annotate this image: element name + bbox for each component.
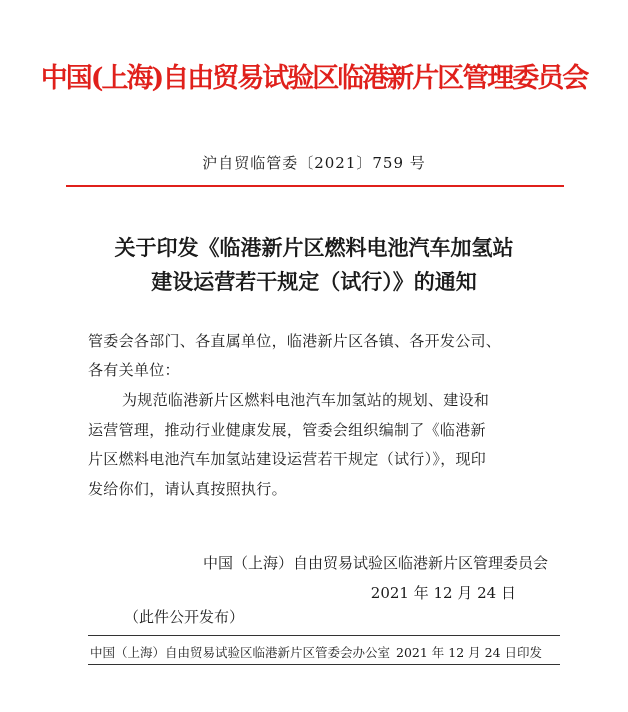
addressees-line-1: 管委会各部门、各直属单位，临港新片区各镇、各开发公司、 <box>88 332 502 350</box>
notice-title-line-1: 关于印发《临港新片区燃料电池汽车加氢站 <box>114 235 514 260</box>
footer-issuing-office: 中国（上海）自由贸易试验区临港新片区管委会办公室 <box>90 645 391 660</box>
notice-title-line-2: 建设运营若干规定（试行）》的通知 <box>151 269 477 294</box>
signature-organization: 中国（上海）自由贸易试验区临港新片区管理委员会 <box>202 554 548 572</box>
body-paragraph-line-3: 片区燃料电池汽车加氢站建设运营若干规定（试行）》，现印 <box>88 450 487 468</box>
body-paragraph-line-2: 运营管理，推动行业健康发展，管委会组织编制了《临港新 <box>88 421 486 439</box>
issuer-title: 中国(上海)自由贸易试验区临港新片区管理委员会 <box>40 63 588 94</box>
public-disclosure-note: （此件公开发布） <box>124 608 245 626</box>
signature-date: 2021 年 12 月 24 日 <box>370 584 516 602</box>
footer-bottom-rule <box>88 664 560 665</box>
footer-printed-date: 2021 年 12 月 24 日印发 <box>396 645 542 660</box>
document-number: 沪自贸临管委〔2021〕759 号 <box>202 154 426 172</box>
body-paragraph-line-4: 发给你们，请认真按照执行。 <box>88 480 287 498</box>
red-divider <box>66 185 564 187</box>
footer-top-rule <box>88 635 560 636</box>
addressees-line-2: 各有关单位： <box>88 361 180 379</box>
body-paragraph-line-1: 为规范临港新片区燃料电池汽车加氢站的规划、建设和 <box>122 391 490 409</box>
